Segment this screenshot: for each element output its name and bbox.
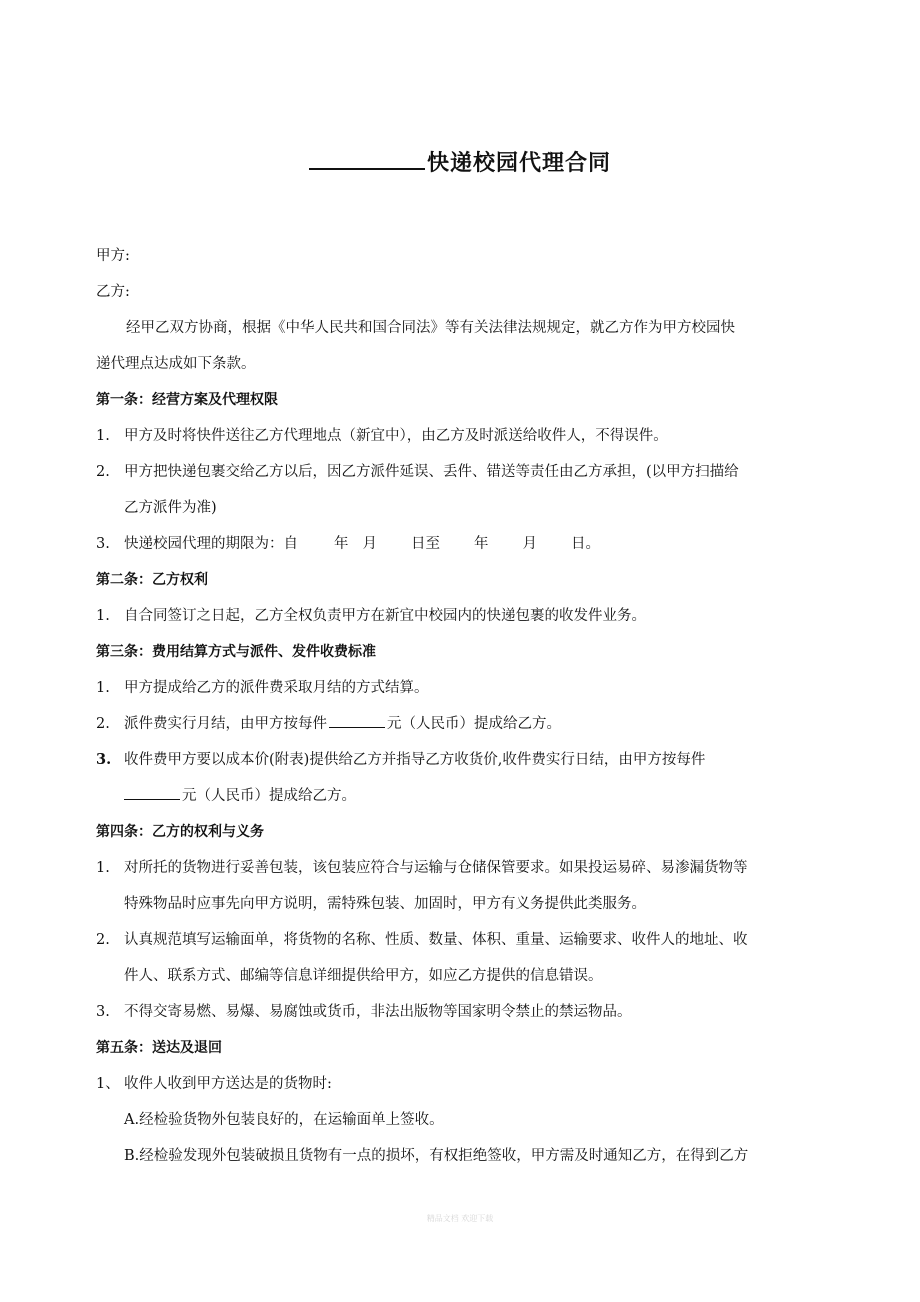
- term-day-1: 日至: [411, 536, 440, 552]
- item-text: 甲方提成给乙方的派件费采取月结的方式结算。: [124, 680, 429, 696]
- item-number: 2.: [96, 716, 110, 732]
- item-text: 甲方及时将快件送往乙方代理地点（新宜中），由乙方及时派送给收件人，不得误件。: [124, 428, 668, 444]
- article-1-item-1: [96, 418, 828, 454]
- article-1-item-2: [96, 454, 828, 490]
- item-number: 1.: [96, 860, 110, 876]
- item-text: 甲方把快递包裹交给乙方以后，因乙方派件延误、丢件、错送等责任由乙方承担，(以甲方扫描给: [124, 464, 739, 480]
- contract-title: [0, 146, 920, 177]
- item-text: 收件人收到甲方送达是的货物时:: [124, 1076, 332, 1092]
- item-text-prefix: 派件费实行月结，由甲方按每件: [124, 716, 327, 732]
- article-4-item-2-cont: 件人、联系方式、邮编等信息详细提供给甲方，如应乙方提供的信息错误。: [124, 968, 603, 984]
- item-text: 不得交寄易燃、易爆、易腐蚀或货币，非法出版物等国家明令禁止的禁运物品。: [124, 1004, 632, 1020]
- article-1-item-3: [96, 526, 828, 562]
- item-number: 3.: [96, 536, 110, 552]
- item-number: 1、: [96, 1076, 120, 1092]
- article-2-item-1: [96, 598, 828, 634]
- item-number: 1.: [96, 428, 110, 444]
- article-4-heading: 第四条：乙方的权利与义务: [96, 824, 264, 840]
- fee-blank-line: [329, 713, 385, 728]
- fee-blank-line: [124, 785, 180, 800]
- party-b-line: 乙方:: [96, 284, 130, 300]
- intro-line-2: 递代理点达成如下条款。: [96, 356, 256, 372]
- term-month-2: 月: [522, 536, 537, 552]
- item-number: 3.: [96, 751, 112, 768]
- term-year-1: 年: [334, 536, 349, 552]
- item-text: 收件费甲方要以成本价(附表)提供给乙方并指导乙方收货价,收件费实行日结，由甲方按每件: [124, 752, 706, 768]
- title-blank-line: [309, 150, 425, 170]
- article-5-heading: 第五条：送达及退回: [96, 1040, 222, 1056]
- item-text: 对所托的货物进行妥善包装，该包装应符合与运输与仓储保管要求。如果投运易碎、易渗漏货物等: [124, 860, 748, 876]
- party-a-line: 甲方:: [96, 248, 130, 264]
- term-year-2: 年: [474, 536, 489, 552]
- item-number: 3.: [96, 1004, 110, 1020]
- term-month-1: 月: [362, 536, 377, 552]
- article-5-sub-a: A.经检验货物外包装良好的，在运输面单上签收。: [124, 1112, 444, 1128]
- item-number: 2.: [96, 932, 110, 948]
- item-text: 认真规范填写运输面单，将货物的名称、性质、数量、体积、重量、运输要求、收件人的地址、收: [124, 932, 748, 948]
- article-3-item-3-cont: [96, 778, 828, 814]
- article-3-item-3: [96, 742, 828, 778]
- item-number: 1.: [96, 608, 110, 624]
- article-5-sub-b: B.经检验发现外包装破损且货物有一点的损坏，有权拒绝签收，甲方需及时通知乙方，在得到乙方: [124, 1148, 749, 1164]
- article-5-item-1: [96, 1066, 828, 1102]
- article-4-item-2: [96, 922, 828, 958]
- contract-body: [96, 238, 828, 1174]
- item-text-suffix: 元（人民币）提成给乙方。: [182, 788, 356, 804]
- item-text: 自合同签订之日起，乙方全权负责甲方在新宜中校园内的快递包裹的收发件业务。: [124, 608, 646, 624]
- intro-line-1: 经甲乙双方协商，根据《中华人民共和国合同法》等有关法律法规规定，就乙方作为甲方校园快: [126, 320, 735, 336]
- article-4-item-3: [96, 994, 828, 1030]
- article-3-item-1: [96, 670, 828, 706]
- article-4-item-1-cont: 特殊物品时应事先向甲方说明，需特殊包装、加固时，甲方有义务提供此类服务。: [124, 896, 646, 912]
- term-prefix: 快递校园代理的期限为：自: [124, 536, 298, 552]
- article-3-item-2: [96, 706, 828, 742]
- page-footer: 精品文档 欢迎下载: [426, 1214, 494, 1223]
- item-number: 1.: [96, 680, 110, 696]
- item-number: 2.: [96, 464, 110, 480]
- article-4-item-1: [96, 850, 828, 886]
- article-3-heading: 第三条：费用结算方式与派件、发件收费标准: [96, 644, 376, 660]
- article-1-item-2-cont: 乙方派件为准): [124, 500, 217, 516]
- article-2-heading: 第二条：乙方权利: [96, 572, 208, 588]
- article-1-heading: 第一条：经营方案及代理权限: [96, 392, 278, 408]
- contract-title-text: 快递校园代理合同: [426, 151, 611, 176]
- term-day-2: 日。: [571, 536, 600, 552]
- item-text-suffix: 元（人民币）提成给乙方。: [387, 716, 561, 732]
